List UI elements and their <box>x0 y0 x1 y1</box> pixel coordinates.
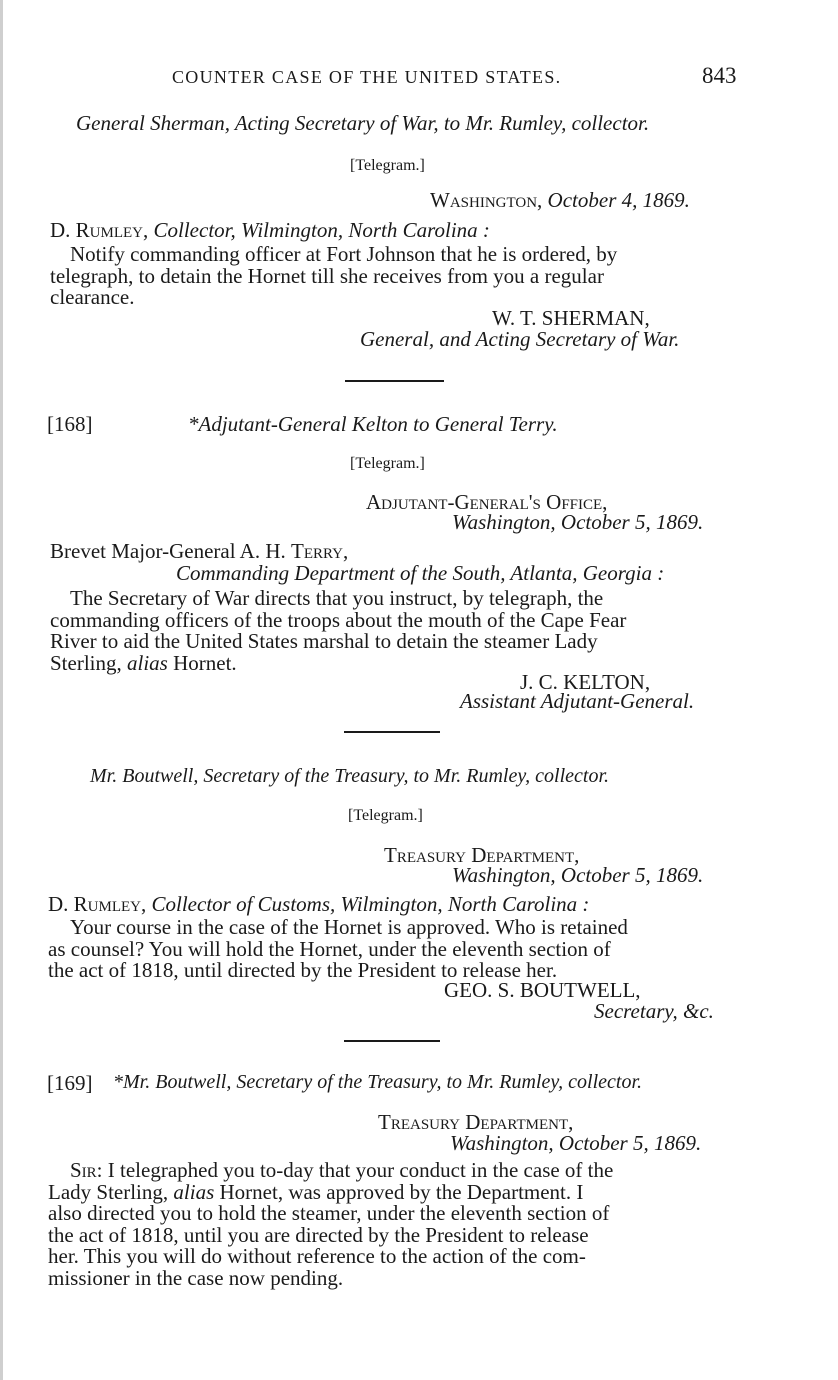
doc3-body-line: as counsel? You will hold the Hornet, under the eleventh section of <box>48 936 611 961</box>
doc1-telegram-label: [Telegram.] <box>350 157 425 174</box>
doc3-heading: Mr. Boutwell, Secretary of the Treasury, to Mr. Rumley, collector. <box>90 765 610 787</box>
doc1-signature-title: General, and Acting Secretary of War. <box>360 327 680 351</box>
doc4-body-line: missioner in the case now pending. <box>48 1265 344 1290</box>
doc3-office: Treasury Department, <box>384 843 580 867</box>
doc2-reference: [168] <box>47 412 93 436</box>
doc1-date: October 4, 1869. <box>547 188 690 212</box>
doc2-body-line: commanding officers of the troops about the mouth of the Cape Fear <box>50 607 627 632</box>
doc3-signature: GEO. S. BOUTWELL, <box>444 978 641 1002</box>
doc2-signature-title: Assistant Adjutant-General. <box>460 689 695 713</box>
doc2-to-name: Terry, <box>291 539 349 563</box>
doc4-body-line: her. This you will do without reference to the action of the com- <box>48 1244 586 1268</box>
doc3-addressee <box>48 894 589 916</box>
doc1-dateline <box>430 190 690 212</box>
doc2-place-date: Washington, October 5, 1869. <box>452 510 704 534</box>
doc1-body-line: telegraph, to detain the Hornet till she receives from you a regular <box>50 263 604 288</box>
page-edge <box>0 0 3 1380</box>
doc4-reference: [169] <box>47 1071 93 1095</box>
doc4-body-line: Lady Sterling, alias Hornet, was approved by the Department. I <box>48 1179 584 1204</box>
doc1-body-line: clearance. <box>50 285 135 309</box>
doc3-body <box>48 917 742 982</box>
doc2-to-title: Commanding Department of the South, Atlanta, Georgia : <box>176 561 665 585</box>
doc3-signature-title: Secretary, &c. <box>594 999 714 1023</box>
doc1-to-title: Collector, Wilmington, North Carolina : <box>153 218 490 242</box>
doc2-telegram-label: [Telegram.] <box>350 455 425 472</box>
doc4-body-line: also directed you to hold the steamer, under the eleventh section of <box>48 1201 610 1225</box>
doc3-body-line: Your course in the case of the Hornet is approved. Who is retained <box>70 915 628 939</box>
doc2-heading: *Adjutant-General Kelton to General Terry. <box>188 412 558 436</box>
doc3-telegram-label: [Telegram.] <box>348 807 423 824</box>
doc2-office: Adjutant-General's Office, <box>366 490 608 514</box>
page-number: 843 <box>702 63 737 88</box>
doc2-addressee <box>50 541 348 563</box>
doc2-to-rank: Brevet Major-General A. H. <box>50 539 286 563</box>
section-divider <box>345 380 444 382</box>
doc4-body <box>48 1160 742 1289</box>
doc2-body-line: River to aid the United States marshal to detain the steamer Lady <box>50 629 598 653</box>
running-title: COUNTER CASE OF THE UNITED STATES. <box>172 67 562 87</box>
section-divider <box>344 731 440 733</box>
doc3-to-title: Collector of Customs, Wilmington, North Carolina : <box>151 892 590 916</box>
doc2-signature: J. C. KELTON, <box>520 670 651 694</box>
section-divider <box>344 1040 440 1042</box>
doc3-place-date: Washington, October 5, 1869. <box>452 863 704 887</box>
doc3-to-name: D. Rumley, <box>48 892 147 916</box>
doc4-place-date: Washington, October 5, 1869. <box>450 1131 702 1155</box>
doc3-body-line: the act of 1818, until directed by the President to release her. <box>48 958 558 982</box>
doc1-body-line: Notify commanding officer at Fort Johnson that he is ordered, by <box>70 242 618 266</box>
doc1-body <box>50 244 742 309</box>
doc1-heading: General Sherman, Acting Secretary of War, to Mr. Rumley, collector. <box>76 111 650 135</box>
doc2-body-line: The Secretary of War directs that you instruct, by telegraph, the <box>70 586 604 610</box>
doc4-office: Treasury Department, <box>378 1110 574 1134</box>
doc4-heading: *Mr. Boutwell, Secretary of the Treasury, to Mr. Rumley, collector. <box>113 1071 643 1093</box>
doc2-body-line: Sterling, alias Hornet. <box>50 650 237 675</box>
doc4-body-line: the act of 1818, until you are directed by the President to release <box>48 1222 589 1247</box>
doc4-salutation: Sir: <box>70 1158 103 1182</box>
doc2-body <box>50 588 742 674</box>
doc1-signature: W. T. SHERMAN, <box>492 306 650 330</box>
doc1-to-name: D. Rumley, <box>50 218 149 242</box>
doc1-place: Washington, <box>430 188 543 212</box>
doc1-addressee <box>50 220 490 242</box>
doc4-body-line: Sir: I telegraphed you to-day that your conduct in the case of the <box>70 1158 614 1182</box>
